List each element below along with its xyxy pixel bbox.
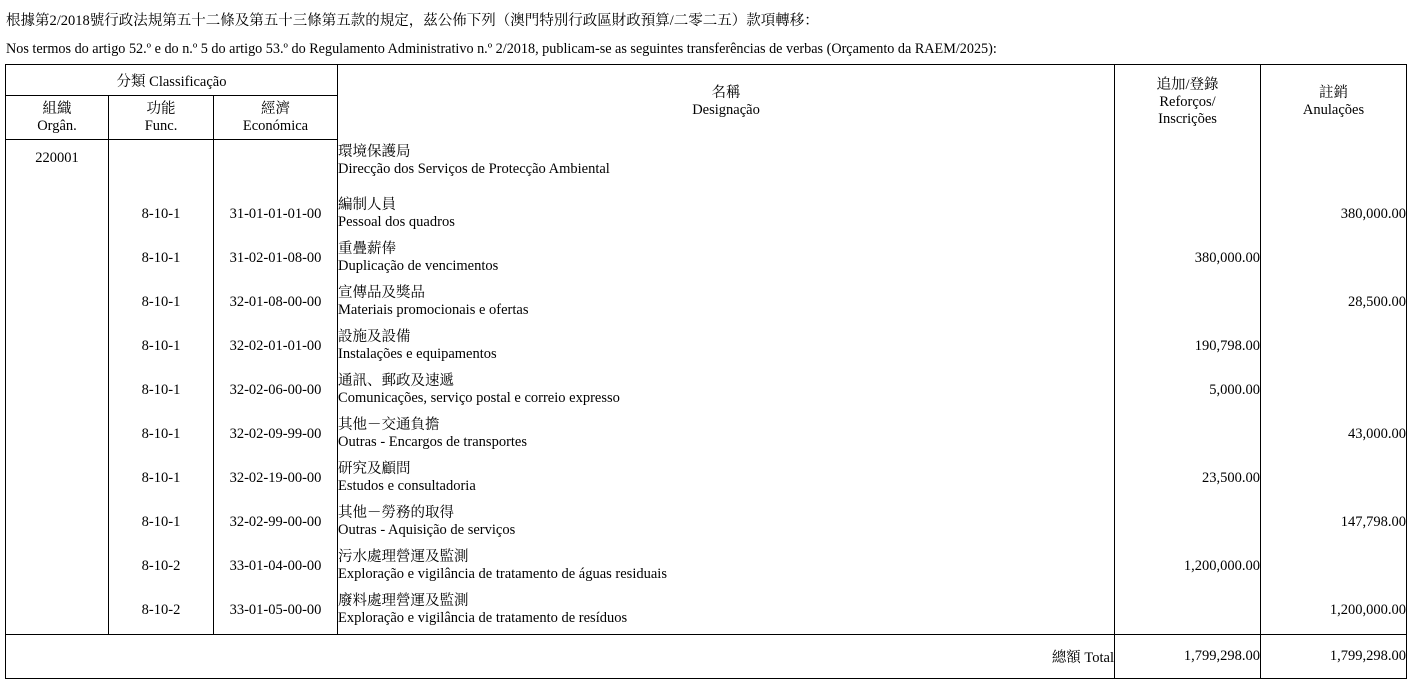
anulacoes-value: 43,000.00: [1261, 412, 1407, 456]
econ-code: 32-02-99-00-00: [214, 500, 338, 544]
anulacoes-value: 380,000.00: [1261, 192, 1407, 236]
reforcos-value: 23,500.00: [1115, 456, 1261, 500]
econ-code: 33-01-05-00-00: [214, 588, 338, 635]
anulacoes-value: [1261, 544, 1407, 588]
designation-zh: 廢料處理營運及監測: [338, 592, 469, 609]
agency-name: [338, 140, 1115, 193]
organ-cell: [6, 192, 109, 236]
func-header: [109, 96, 214, 140]
econ-header-pt: Económica: [242, 117, 309, 134]
intro-portuguese: Nos termos do artigo 52.º e do n.º 5 do artigo 53.º do Regulamento Administrativo n.º 2/2018, publicam-se as seguintes transferências de verbas (Orçamento da RAEM/2025):: [6, 41, 997, 57]
organ-code: 220001: [6, 140, 109, 193]
total-row: [6, 635, 1407, 679]
table-row: [6, 192, 1407, 236]
econ-code: 31-01-01-01-00: [214, 192, 338, 236]
anulacoes-value: [1261, 456, 1407, 500]
total-anulacoes: 1,799,298.00: [1261, 635, 1407, 679]
econ-code: 31-02-01-08-00: [214, 236, 338, 280]
func-code: 8-10-1: [109, 368, 214, 412]
reforcos-header-pt2: Inscrições: [1158, 110, 1217, 127]
designation-cell: [338, 236, 1115, 280]
designation-header: [338, 65, 1115, 140]
func-code: 8-10-1: [109, 236, 214, 280]
reforcos-value: 380,000.00: [1115, 236, 1261, 280]
table-row: [6, 456, 1407, 500]
designation-cell: [338, 368, 1115, 412]
table-row: [6, 500, 1407, 544]
designation-zh: 其他－交通負擔: [338, 416, 440, 433]
organ-header-zh: 組織: [42, 100, 72, 117]
econ-code: 32-02-06-00-00: [214, 368, 338, 412]
classification-header: 分類 Classificação: [6, 65, 338, 96]
anulacoes-value: [1261, 324, 1407, 368]
func-code: 8-10-1: [109, 412, 214, 456]
agency-func-cell: [109, 140, 214, 193]
func-code: 8-10-1: [109, 456, 214, 500]
table-row: [6, 588, 1407, 635]
transfer-table: [5, 64, 1407, 679]
designation-cell: [338, 280, 1115, 324]
func-code: 8-10-2: [109, 588, 214, 635]
organ-header: [6, 96, 109, 140]
reforcos-header: [1115, 65, 1261, 140]
reforcos-value: [1115, 588, 1261, 635]
econ-code: 32-02-19-00-00: [214, 456, 338, 500]
designation-pt: Estudos e consultadoria: [338, 478, 476, 494]
designation-pt: Comunicações, serviço postal e correio expresso: [338, 390, 620, 406]
econ-code: 32-02-01-01-00: [214, 324, 338, 368]
table-row: [6, 544, 1407, 588]
anulacoes-value: 1,200,000.00: [1261, 588, 1407, 635]
econ-header: [214, 96, 338, 140]
designation-zh: 宣傳品及獎品: [338, 284, 426, 301]
organ-cell: [6, 500, 109, 544]
agency-reforcos-cell: [1115, 140, 1261, 193]
designation-cell: [338, 192, 1115, 236]
designation-pt: Exploração e vigilância de tratamento de águas residuais: [338, 566, 667, 582]
func-code: 8-10-2: [109, 544, 214, 588]
reforcos-value: [1115, 280, 1261, 324]
table-row: [6, 412, 1407, 456]
designation-pt: Materiais promocionais e ofertas: [338, 302, 529, 318]
reforcos-value: 1,200,000.00: [1115, 544, 1261, 588]
reforcos-value: [1115, 500, 1261, 544]
reforcos-value: 5,000.00: [1115, 368, 1261, 412]
econ-code: 33-01-04-00-00: [214, 544, 338, 588]
anulacoes-value: 147,798.00: [1261, 500, 1407, 544]
agency-name-pt: Direcção dos Serviços de Protecção Ambiental: [338, 161, 610, 177]
reforcos-value: [1115, 192, 1261, 236]
designation-pt: Outras - Encargos de transportes: [338, 434, 528, 450]
designation-zh: 污水處理營運及監測: [338, 548, 469, 565]
agency-name-zh: 環境保護局: [338, 143, 411, 160]
organ-header-pt: Orgân.: [37, 117, 77, 134]
total-label: 總額 Total: [6, 635, 1115, 679]
total-reforcos: 1,799,298.00: [1115, 635, 1261, 679]
func-header-zh: 功能: [146, 100, 176, 117]
func-code: 8-10-1: [109, 192, 214, 236]
designation-cell: [338, 412, 1115, 456]
agency-row: [6, 140, 1407, 193]
econ-code: 32-01-08-00-00: [214, 280, 338, 324]
organ-cell: [6, 280, 109, 324]
table-row: [6, 368, 1407, 412]
func-code: 8-10-1: [109, 280, 214, 324]
organ-cell: [6, 544, 109, 588]
designation-zh: 編制人員: [338, 196, 397, 213]
designation-cell: [338, 544, 1115, 588]
anulacoes-header: [1261, 65, 1407, 140]
anulacoes-value: 28,500.00: [1261, 280, 1407, 324]
designation-pt: Pessoal dos quadros: [338, 214, 455, 230]
designation-cell: [338, 500, 1115, 544]
agency-anulacoes-cell: [1261, 140, 1407, 193]
designation-zh: 通訊、郵政及速遞: [338, 372, 455, 389]
func-code: 8-10-1: [109, 500, 214, 544]
table-row: [6, 236, 1407, 280]
designation-zh: 其他－勞務的取得: [338, 504, 455, 521]
designation-pt: Instalações e equipamentos: [338, 346, 497, 362]
table-row: [6, 324, 1407, 368]
organ-cell: [6, 324, 109, 368]
header-row-top: [6, 65, 1407, 96]
organ-cell: [6, 236, 109, 280]
designation-header-zh: 名稱: [711, 85, 741, 102]
anulacoes-header-zh: 註銷: [1319, 85, 1349, 102]
intro-chinese: 根據第2/2018號行政法規第五十二條及第五十三條第五款的規定，茲公佈下列（澳門特別行政區財政預算/二零二五）款項轉移：: [6, 13, 819, 29]
econ-code: 32-02-09-99-00: [214, 412, 338, 456]
designation-pt: Exploração e vigilância de tratamento de resíduos: [338, 610, 628, 626]
designation-zh: 研究及顧問: [338, 460, 411, 477]
designation-pt: Outras - Aquisição de serviços: [338, 522, 516, 538]
table-row: [6, 280, 1407, 324]
anulacoes-header-pt: Anulações: [1302, 102, 1365, 119]
econ-header-zh: 經濟: [261, 100, 291, 117]
reforcos-header-pt1: Reforços/: [1159, 93, 1216, 110]
reforcos-value: [1115, 412, 1261, 456]
designation-header-pt: Designação: [692, 102, 760, 119]
reforcos-header-zh: 追加/登錄: [1156, 76, 1219, 93]
anulacoes-value: [1261, 368, 1407, 412]
anulacoes-value: [1261, 236, 1407, 280]
organ-cell: [6, 588, 109, 635]
organ-cell: [6, 412, 109, 456]
func-header-pt: Func.: [144, 117, 178, 134]
designation-zh: 設施及設備: [338, 328, 411, 345]
organ-cell: [6, 368, 109, 412]
designation-cell: [338, 588, 1115, 635]
organ-cell: [6, 456, 109, 500]
designation-cell: [338, 456, 1115, 500]
reforcos-value: 190,798.00: [1115, 324, 1261, 368]
designation-zh: 重疊薪俸: [338, 240, 397, 257]
agency-econ-cell: [214, 140, 338, 193]
func-code: 8-10-1: [109, 324, 214, 368]
designation-pt: Duplicação de vencimentos: [338, 258, 499, 274]
designation-cell: [338, 324, 1115, 368]
